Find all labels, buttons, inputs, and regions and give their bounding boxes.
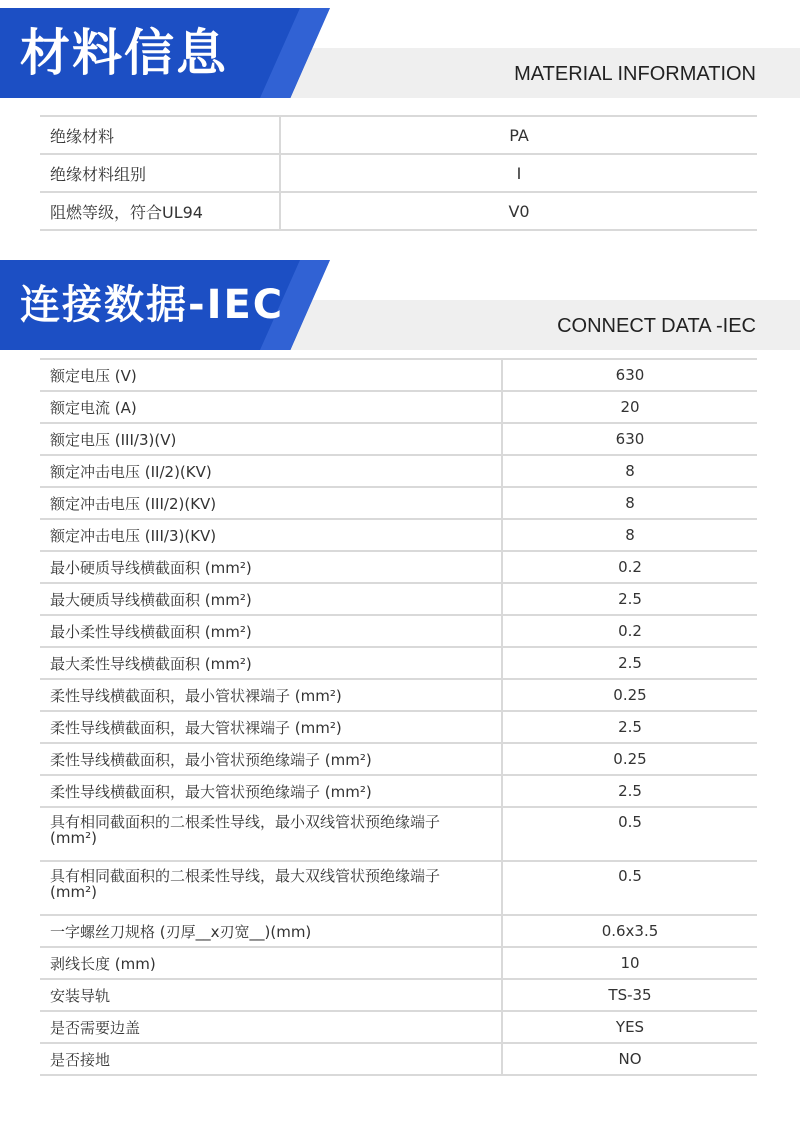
row-value: 2.5 xyxy=(502,583,757,615)
connect-section-header xyxy=(0,260,800,350)
row-label: 最大柔性导线横截面积 (mm²) xyxy=(40,647,502,679)
row-label: 具有相同截面积的二根柔性导线，最小双线管状预绝缘端子 (mm²) xyxy=(40,807,502,861)
row-value: I xyxy=(280,154,757,192)
row-label: 一字螺丝刀规格 (刃厚__x刃宽__)(mm) xyxy=(40,915,502,947)
material-title-zh: 材料信息 xyxy=(20,24,228,82)
row-value: V0 xyxy=(280,192,757,230)
row-label: 剥线长度 (mm) xyxy=(40,947,502,979)
table-row xyxy=(40,359,757,391)
table-row xyxy=(40,861,757,915)
row-value: 2.5 xyxy=(502,775,757,807)
row-value: NO xyxy=(502,1043,757,1075)
row-label: 最大硬质导线横截面积 (mm²) xyxy=(40,583,502,615)
table-row xyxy=(40,711,757,743)
table-row xyxy=(40,1043,757,1075)
connect-title-en: CONNECT DATA -IEC xyxy=(557,315,756,337)
row-label: 绝缘材料 xyxy=(40,116,280,154)
row-label: 具有相同截面积的二根柔性导线，最大双线管状预绝缘端子 (mm²) xyxy=(40,861,502,915)
row-label: 柔性导线横截面积，最大管状裸端子 (mm²) xyxy=(40,711,502,743)
material-title-en: MATERIAL INFORMATION xyxy=(514,63,756,85)
table-row xyxy=(40,775,757,807)
row-value: 8 xyxy=(502,519,757,551)
material-table xyxy=(40,115,757,231)
row-value: 0.5 xyxy=(502,861,757,915)
row-label: 最小硬质导线横截面积 (mm²) xyxy=(40,551,502,583)
row-label: 额定冲击电压 (III/3)(KV) xyxy=(40,519,502,551)
row-value: 0.2 xyxy=(502,615,757,647)
row-value: 8 xyxy=(502,455,757,487)
row-value: 10 xyxy=(502,947,757,979)
row-label: 阻燃等级，符合UL94 xyxy=(40,192,280,230)
table-row xyxy=(40,519,757,551)
table-row xyxy=(40,391,757,423)
row-value: 0.5 xyxy=(502,807,757,861)
row-value: 0.2 xyxy=(502,551,757,583)
row-label: 是否接地 xyxy=(40,1043,502,1075)
table-row xyxy=(40,583,757,615)
row-value: TS-35 xyxy=(502,979,757,1011)
row-label: 额定冲击电压 (II/2)(KV) xyxy=(40,455,502,487)
table-row xyxy=(40,647,757,679)
row-label: 额定电压 (III/3)(V) xyxy=(40,423,502,455)
row-value: 0.25 xyxy=(502,679,757,711)
table-row xyxy=(40,947,757,979)
row-value: 0.6x3.5 xyxy=(502,915,757,947)
table-row xyxy=(40,1011,757,1043)
row-value: 20 xyxy=(502,391,757,423)
row-value: 0.25 xyxy=(502,743,757,775)
material-section-header xyxy=(0,8,800,98)
row-value: PA xyxy=(280,116,757,154)
row-value: 8 xyxy=(502,487,757,519)
table-row xyxy=(40,743,757,775)
row-label: 安装导轨 xyxy=(40,979,502,1011)
table-row xyxy=(40,154,757,192)
row-value: YES xyxy=(502,1011,757,1043)
table-row xyxy=(40,807,757,861)
row-value: 2.5 xyxy=(502,647,757,679)
row-label: 额定电压 (V) xyxy=(40,359,502,391)
table-row xyxy=(40,487,757,519)
row-label: 绝缘材料组别 xyxy=(40,154,280,192)
table-row xyxy=(40,455,757,487)
row-label: 柔性导线横截面积，最小管状预绝缘端子 (mm²) xyxy=(40,743,502,775)
row-label: 柔性导线横截面积，最大管状预绝缘端子 (mm²) xyxy=(40,775,502,807)
table-row xyxy=(40,679,757,711)
row-label: 是否需要边盖 xyxy=(40,1011,502,1043)
table-row xyxy=(40,423,757,455)
table-row xyxy=(40,615,757,647)
row-label: 最小柔性导线横截面积 (mm²) xyxy=(40,615,502,647)
row-label: 柔性导线横截面积，最小管状裸端子 (mm²) xyxy=(40,679,502,711)
table-row xyxy=(40,915,757,947)
table-row xyxy=(40,979,757,1011)
table-row xyxy=(40,551,757,583)
connect-title-zh: 连接数据-IEC xyxy=(20,282,285,328)
connect-table xyxy=(40,358,757,1076)
row-value: 2.5 xyxy=(502,711,757,743)
row-value: 630 xyxy=(502,359,757,391)
table-row xyxy=(40,116,757,154)
table-row xyxy=(40,192,757,230)
row-label: 额定冲击电压 (III/2)(KV) xyxy=(40,487,502,519)
row-value: 630 xyxy=(502,423,757,455)
row-label: 额定电流 (A) xyxy=(40,391,502,423)
